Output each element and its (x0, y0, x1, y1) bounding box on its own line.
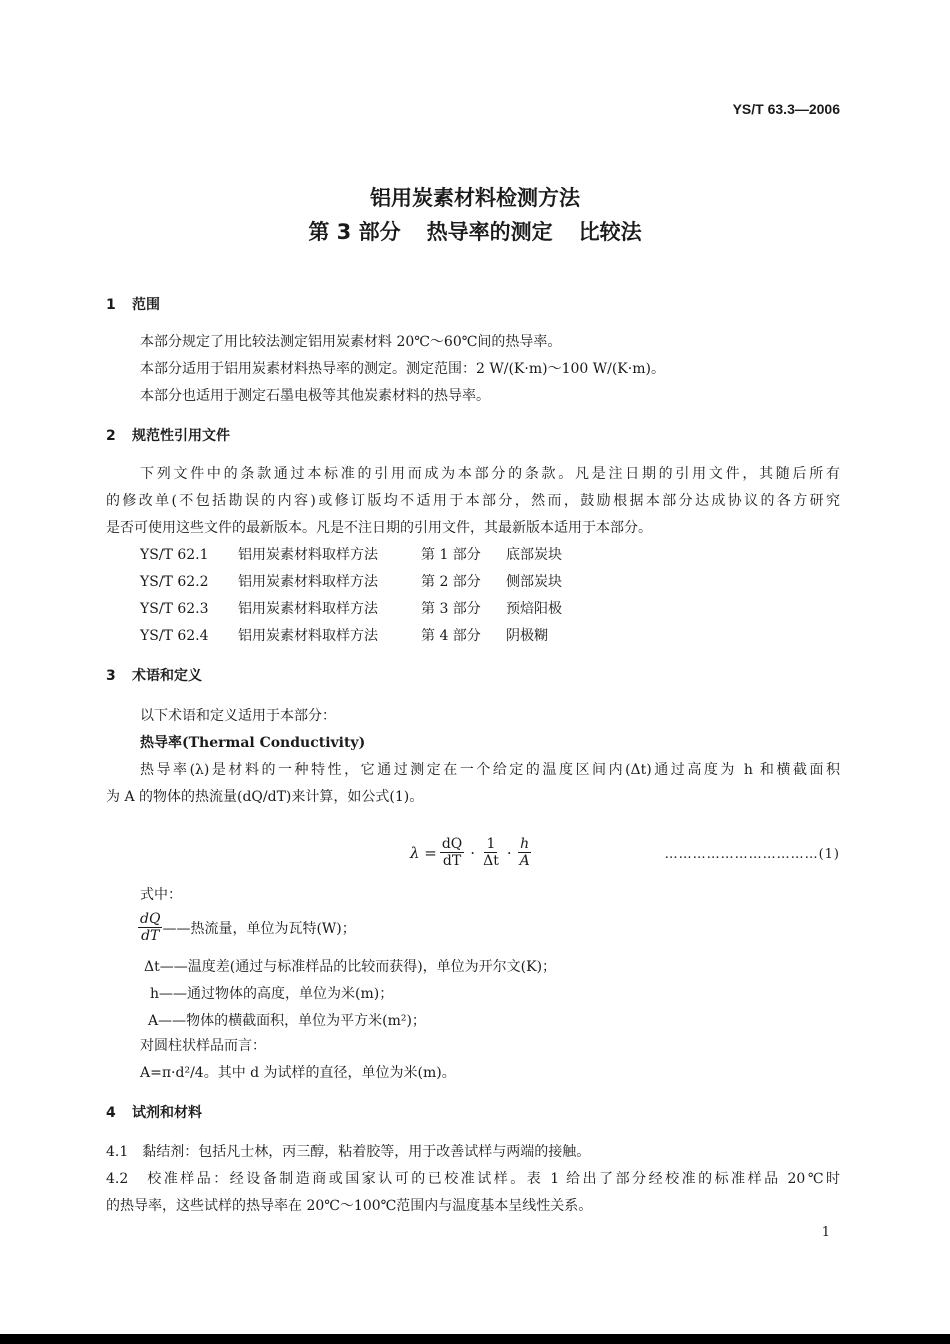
subtitle-method: 比较法 (578, 220, 642, 244)
subtitle-topic: 热导率的测定 (426, 220, 553, 244)
standard-number: YS/T 63.3—2006 (732, 101, 840, 117)
section-heading-2: 2 规范性引用文件 (106, 428, 230, 444)
equation-number: ……………………………(1) (664, 847, 840, 862)
normref-line-3: 是否可使用这些文件的最新版本。凡是不注日期的引用文件，其最新版本适用于本部分。 (106, 520, 652, 536)
clause-4-1: 4.1 黏结剂：包括凡士林，丙三醇，粘着胶等，用于改善试样与两端的接触。 (106, 1144, 591, 1160)
where-label: 式中： (140, 887, 182, 903)
terms-intro: 以下术语和定义适用于本部分： (140, 708, 336, 724)
variable-area: A——物体的横截面积，单位为平方米(m²)； (148, 1013, 426, 1029)
document-title: 铝用炭素材料检测方法 (370, 186, 580, 210)
variable-height: h——通过物体的高度，单位为米(m)； (150, 986, 394, 1002)
variable-heat-flow: $\frac{dQ}{dT}$ ——热流量，单位为瓦特(W)； (140, 911, 356, 944)
clause-4-2-line-1: 4.2 校准样品：经设备制造商或国家认可的已校准试样。表 1 给出了部分经校准的标准样品 20℃时 (106, 1171, 840, 1187)
term-heading: 热导率(Thermal Conductivity) (140, 735, 366, 751)
formula-lhs: λ = (410, 843, 437, 862)
formula-fraction-h-a: $\frac{h}{A}$ (519, 836, 530, 869)
term-definition-1: 热导率(λ)是材料的一种特性，它通过测定在一个给定的温度区间内(Δt)通过高度为 h 和横截面积 (140, 762, 840, 778)
page-number: 1 (821, 1225, 830, 1240)
subtitle-part: 第 3 部分 (308, 220, 401, 244)
document-subtitle (0, 216, 950, 246)
bottom-border (0, 1334, 950, 1344)
reference-item: YS/T 62.4 铝用炭素材料取样方法 第 4 部分 阴极糊 (140, 628, 548, 644)
clause-4-2-line-2: 的热导率，这些试样的热导率在 20℃～100℃范围内与温度基本呈线性关系。 (106, 1198, 593, 1214)
scope-paragraph-2: 本部分适用于铝用炭素材料热导率的测定。测定范围：2 W/(K·m)～100 W/(K·m)。 (140, 361, 665, 377)
variable-temperature-diff: Δt——温度差(通过与标准样品的比较而获得)，单位为开尔文(K)； (144, 959, 557, 975)
reference-item: YS/T 62.1 铝用炭素材料取样方法 第 1 部分 底部炭块 (140, 547, 562, 563)
section-heading-4: 4 试剂和材料 (106, 1105, 202, 1121)
normref-line-1: 下列文件中的条款通过本标准的引用而成为本部分的条款。凡是注日期的引用文件，其随后所有 (140, 466, 840, 482)
normref-line-2: 的修改单(不包括勘误的内容)或修订版均不适用于本部分，然而，鼓励根据本部分达成协议的各方研究 (106, 493, 840, 509)
area-formula: A=π·d²/4。其中 d 为试样的直径，单位为米(m)。 (140, 1065, 456, 1081)
reference-item: YS/T 62.2 铝用炭素材料取样方法 第 2 部分 侧部炭块 (140, 574, 562, 590)
formula-1: λ = $\frac{dQ}{dT}$ · $\frac{1}{\Delta t}$ · $\frac{h}{A}$ (410, 836, 530, 869)
scope-paragraph-3: 本部分也适用于测定石墨电极等其他炭素材料的热导率。 (140, 388, 490, 404)
formula-fraction-dq-dt: $\frac{dQ}{dT}$ (441, 836, 463, 869)
term-definition-2: 为 A 的物体的热流量(dQ/dT)来计算，如公式(1)。 (106, 789, 424, 805)
reference-item: YS/T 62.3 铝用炭素材料取样方法 第 3 部分 预焙阳极 (140, 601, 562, 617)
formula-fraction-1-dt: $\frac{1}{\Delta t}$ (483, 836, 499, 869)
section-heading-1: 1 范围 (106, 297, 160, 313)
section-heading-3: 3 术语和定义 (106, 668, 202, 684)
cylinder-note: 对圆柱状样品而言： (140, 1038, 266, 1054)
scope-paragraph-1: 本部分规定了用比较法测定铝用炭素材料 20℃～60℃间的热导率。 (140, 334, 562, 350)
